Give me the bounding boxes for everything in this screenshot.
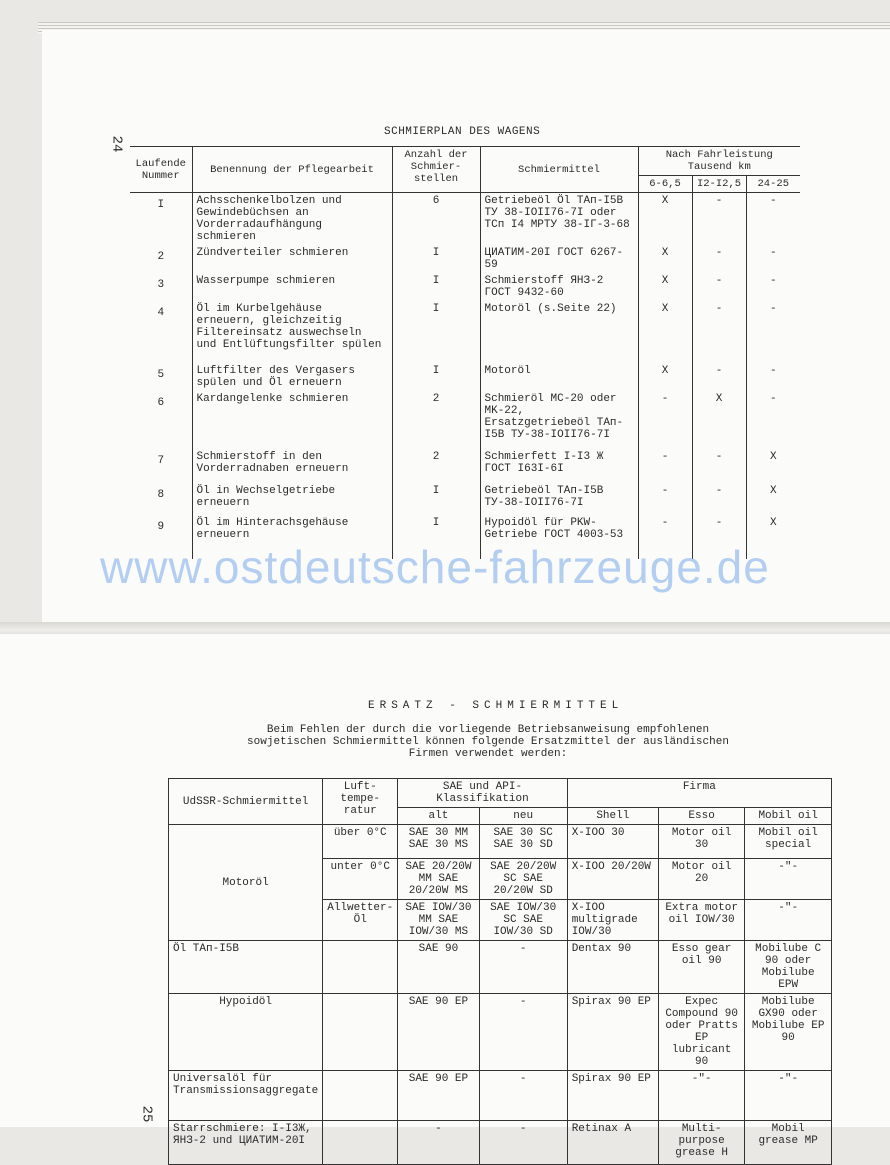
- header-arbeit: Benennung der Pflegearbeit: [192, 147, 392, 193]
- cell-mittel: Motoröl: [480, 363, 638, 391]
- cell-shell: X-IOO 30: [567, 825, 658, 859]
- cell-shell: X-IOO 20/20W: [567, 859, 658, 900]
- header-km-2: I2-I2,5: [692, 176, 746, 193]
- cell-shell: Spirax 90 EP: [567, 994, 658, 1071]
- table-row: [169, 994, 832, 1071]
- cell-esso: Expec Compound 90 oder Pratts EP lubricant 90: [658, 994, 744, 1071]
- table-row: [130, 245, 800, 273]
- header-mobil: Mobil oil: [745, 808, 832, 825]
- cell-nr: I: [157, 199, 165, 211]
- cell-mobil: -"-: [745, 859, 832, 900]
- cell-arbeit: Öl in Wechselgetriebe erneuern: [192, 483, 392, 515]
- cell-alt: SAE 90 EP: [398, 1071, 479, 1121]
- cell-mittel: Getriebeöl Öl TAп-I5B ТУ 38-IOII76-7I oder ТСп I4 МРТУ 38-IГ-3-68: [480, 193, 638, 246]
- cell-anzahl: I: [392, 515, 480, 559]
- cell-k3: -: [746, 273, 800, 301]
- table-row: [169, 825, 832, 859]
- cell-nr: 3: [157, 279, 165, 291]
- table-row: [169, 941, 832, 994]
- cell-arbeit: Luftfilter des Vergasers spülen und Öl erneuern: [192, 363, 392, 391]
- cell-nr: 8: [157, 489, 165, 501]
- header-km-3: 24-25: [746, 176, 800, 193]
- cell-mobil: -"-: [745, 900, 832, 941]
- cell-mittel: Motoröl (s.Seite 22): [480, 301, 638, 363]
- cell-k1: X: [638, 273, 692, 301]
- header-sae: SAE und API-Klassifikation: [398, 779, 567, 808]
- cell-k1: -: [638, 483, 692, 515]
- cell-anzahl: I: [392, 301, 480, 363]
- table-row: [169, 1121, 832, 1165]
- cell-alt: SAE 90 EP: [398, 994, 479, 1071]
- cell-anzahl: 2: [392, 391, 480, 449]
- cell-k3: -: [746, 301, 800, 363]
- cell-arbeit: Achsschenkelbolzen und Gewindebüchsen an Vorderradaufhängung schmieren: [192, 193, 392, 246]
- cell-anzahl: 2: [392, 449, 480, 483]
- cell-name: Starrschmiere: I-I3Ж, ЯНЗ-2 und ЦИАТИМ-20I: [169, 1121, 323, 1165]
- table-row: [130, 449, 800, 483]
- table-row: [130, 483, 800, 515]
- ersatz-title: ERSATZ - SCHMIERMITTEL: [368, 700, 624, 712]
- cell-esso: Motor oil 30: [658, 825, 744, 859]
- cell-k3: X: [746, 483, 800, 515]
- cell-nr: 6: [157, 397, 165, 409]
- cell-name: Öl TAп-I5B: [169, 941, 323, 994]
- cell-neu: -: [479, 994, 567, 1071]
- cell-k2: -: [692, 515, 746, 559]
- cell-temp-empty: [323, 1121, 398, 1165]
- header-luft: Luft-tempe-ratur: [323, 779, 398, 825]
- cell-temp: über 0°C: [323, 825, 398, 859]
- header-anzahl: Anzahl der Schmier- stellen: [392, 147, 480, 193]
- cell-neu: SAE 20/20W SC SAE 20/20W SD: [479, 859, 567, 900]
- header-shell: Shell: [567, 808, 658, 825]
- cell-esso: Esso gear oil 90: [658, 941, 744, 994]
- cell-temp-empty: [323, 1071, 398, 1121]
- cell-temp-empty: [323, 994, 398, 1071]
- schmierplan-table: [130, 146, 800, 559]
- ersatz-table: [168, 778, 832, 1165]
- cell-k1: X: [638, 301, 692, 363]
- cell-shell: X-IOO multigrade IOW/30: [567, 900, 658, 941]
- cell-mobil: Mobilube GX90 oder Mobilube EP 90: [745, 994, 832, 1071]
- cell-mittel: Schmierfett I-I3 Ж ГОСТ I63I-6I: [480, 449, 638, 483]
- header-esso: Esso: [658, 808, 744, 825]
- table-row: [169, 1071, 832, 1121]
- cell-temp: unter 0°C: [323, 859, 398, 900]
- table-row: [130, 273, 800, 301]
- cell-motoroel: Motoröl: [169, 825, 323, 941]
- cell-anzahl: 6: [392, 193, 480, 246]
- schmierplan-rows: [130, 193, 800, 560]
- header-firma: Firma: [567, 779, 831, 808]
- cell-k2: X: [692, 391, 746, 449]
- table-row: [130, 193, 800, 246]
- table-row: [130, 301, 800, 363]
- cell-alt: SAE 30 MM SAE 30 MS: [398, 825, 479, 859]
- cell-mittel: Getriebeöl TAп-I5B ТУ-38-IOII76-7I: [480, 483, 638, 515]
- cell-k3: -: [746, 193, 800, 246]
- table-row: [130, 363, 800, 391]
- header-alt: alt: [398, 808, 479, 825]
- cell-arbeit: Kardangelenke schmieren: [192, 391, 392, 449]
- cell-shell: Spirax 90 EP: [567, 1071, 658, 1121]
- cell-alt: SAE 90: [398, 941, 479, 994]
- header-mittel: Schmiermittel: [480, 147, 638, 193]
- cell-nr: 4: [157, 307, 165, 319]
- cell-name: Hypoidöl: [169, 994, 323, 1071]
- cell-esso: -"-: [658, 1071, 744, 1121]
- table-row: [130, 391, 800, 449]
- cell-k2: -: [692, 483, 746, 515]
- header-udssr: UdSSR-Schmiermittel: [169, 779, 323, 825]
- cell-esso: Multi-purpose grease H: [658, 1121, 744, 1165]
- cell-anzahl: I: [392, 273, 480, 301]
- cell-arbeit: Öl im Hinterachsgehäuse erneuern: [192, 515, 392, 559]
- cell-neu: SAE IOW/30 SC SAE IOW/30 SD: [479, 900, 567, 941]
- cell-k3: -: [746, 391, 800, 449]
- header-neu: neu: [479, 808, 567, 825]
- cell-anzahl: I: [392, 363, 480, 391]
- cell-mittel: Schmierstoff ЯНЗ-2 ГОСТ 9432-60: [480, 273, 638, 301]
- cell-k1: -: [638, 449, 692, 483]
- ersatz-rows: [169, 825, 832, 1165]
- cell-mobil: Mobil grease MP: [745, 1121, 832, 1165]
- cell-nr: 2: [157, 251, 165, 263]
- cell-neu: -: [479, 1121, 567, 1165]
- cell-k3: X: [746, 515, 800, 559]
- cell-temp: Allwetter-Öl: [323, 900, 398, 941]
- cell-nr: 5: [157, 369, 165, 381]
- cell-k3: -: [746, 245, 800, 273]
- cell-alt: SAE 20/20W MM SAE 20/20W MS: [398, 859, 479, 900]
- cell-arbeit: Öl im Kurbelgehäuse erneuern, gleichzeitig Filtereinsatz auswechseln und Entlüftungsfilter spülen: [192, 301, 392, 363]
- cell-alt: -: [398, 1121, 479, 1165]
- cell-neu: -: [479, 941, 567, 994]
- cell-mobil: Mobilube C 90 oder Mobilube EPW: [745, 941, 832, 994]
- cell-shell: Dentax 90: [567, 941, 658, 994]
- header-km-1: 6-6,5: [638, 176, 692, 193]
- page-number-top: 24: [108, 135, 125, 153]
- cell-k2: -: [692, 449, 746, 483]
- cell-mobil: -"-: [745, 1071, 832, 1121]
- cell-arbeit: Zündverteiler schmieren: [192, 245, 392, 273]
- cell-nr: 9: [157, 521, 165, 533]
- cell-esso: Motor oil 20: [658, 859, 744, 900]
- cell-anzahl: I: [392, 245, 480, 273]
- cell-name: Universalöl für Transmissionsaggregate: [169, 1071, 323, 1121]
- cell-temp-empty: [323, 941, 398, 994]
- cell-k1: X: [638, 245, 692, 273]
- header-fahrleistung: Nach Fahrleistung Tausend km: [638, 147, 800, 176]
- cell-anzahl: I: [392, 483, 480, 515]
- cell-k2: -: [692, 193, 746, 246]
- cell-mittel: Schmieröl MC-20 oder MK-22, Ersatzgetriebeöl TAп-I5B ТУ-38-IOII76-7I: [480, 391, 638, 449]
- cell-arbeit: Wasserpumpe schmieren: [192, 273, 392, 301]
- cell-mobil: Mobil oil special: [745, 825, 832, 859]
- cell-esso: Extra motor oil IOW/30: [658, 900, 744, 941]
- cell-mittel: ЦИАТИМ-20I ГОСТ 6267-59: [480, 245, 638, 273]
- watermark: www.ostdeutsche-fahrzeuge.de: [100, 541, 770, 593]
- header-nr: Laufende Nummer: [130, 147, 192, 193]
- cell-arbeit: Schmierstoff in den Vorderradnaben erneuern: [192, 449, 392, 483]
- cell-neu: -: [479, 1071, 567, 1121]
- cell-k1: X: [638, 193, 692, 246]
- cell-k3: X: [746, 449, 800, 483]
- ersatz-intro: Beim Fehlen der durch die vorliegende Betriebsanweisung empfohlenen sowjetischen Schmiermittel können folgende Ersatzmittel der ausländischen Firmen verwendet werden:: [247, 724, 729, 760]
- cell-mittel: Hypoidöl für PKW-Getriebe ГОСТ 4003-53: [480, 515, 638, 559]
- cell-k2: -: [692, 245, 746, 273]
- cell-shell: Retinax A: [567, 1121, 658, 1165]
- cell-k1: -: [638, 391, 692, 449]
- cell-k2: -: [692, 301, 746, 363]
- cell-neu: SAE 30 SC SAE 30 SD: [479, 825, 567, 859]
- cell-nr: 7: [157, 455, 165, 467]
- cell-k1: -: [638, 515, 692, 559]
- page-number-bottom: 25: [138, 1105, 155, 1123]
- schmierplan-title: SCHMIERPLAN DES WAGENS: [384, 126, 541, 138]
- cell-k3: -: [746, 363, 800, 391]
- cell-k2: -: [692, 273, 746, 301]
- cell-alt: SAE IOW/30 MM SAE IOW/30 MS: [398, 900, 479, 941]
- cell-k2: -: [692, 363, 746, 391]
- cell-k1: X: [638, 363, 692, 391]
